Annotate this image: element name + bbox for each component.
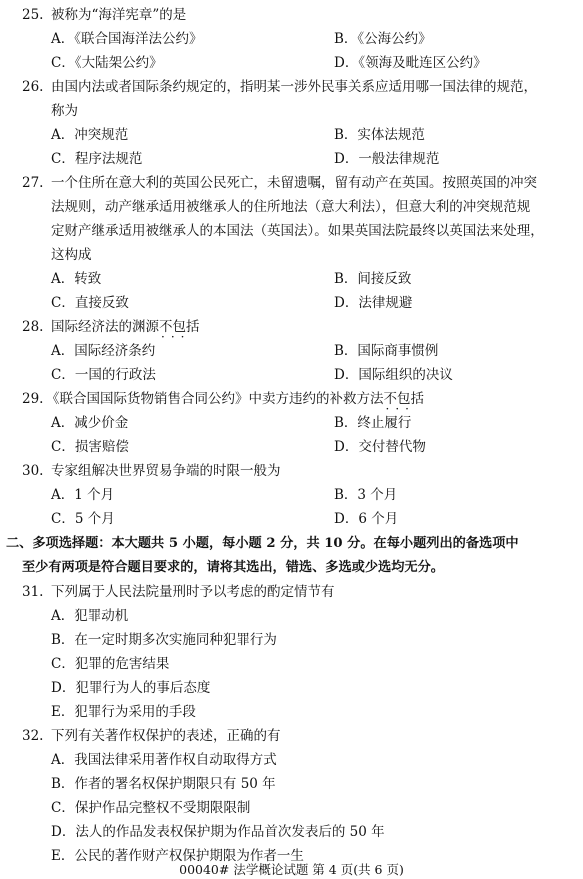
question-stem: 称为 bbox=[51, 103, 78, 119]
section-heading: 二、多项选择题：本大题共 5 小题，每小题 2 分，共 10 分。在每小题列出的备选项中 bbox=[6, 536, 519, 551]
option-b: B．终止履行 bbox=[334, 415, 412, 431]
option-b: B．在一定时期多次实施同种犯罪行为 bbox=[51, 632, 277, 648]
option-d: D．法人的作品发表权保护期为作品首次发表后的 50 年 bbox=[51, 824, 385, 840]
option-b: B．实体法规范 bbox=[334, 127, 425, 143]
question-number: 27. bbox=[22, 175, 44, 191]
option-b: B．3 个月 bbox=[334, 487, 398, 503]
question-stem: 法规则，动产继承适用被继承人的住所地法（意大利法），但意大利的冲突规范规 bbox=[51, 199, 531, 215]
option-a: A．转致 bbox=[51, 271, 102, 287]
emphasis-text: 不包括 · · · bbox=[159, 319, 200, 335]
stem-text: 国际经济法的渊源 bbox=[51, 319, 159, 335]
question-stem: 这构成 bbox=[51, 247, 92, 263]
option-d: D．国际组织的决议 bbox=[334, 367, 453, 383]
option-d: D．法律规避 bbox=[334, 295, 413, 311]
question-number: 26. bbox=[22, 79, 44, 95]
option-e: E．犯罪行为采用的手段 bbox=[51, 704, 196, 720]
option-b: B．国际商事惯例 bbox=[334, 343, 439, 359]
question-stem: 下列属于人民法院量刑时予以考虑的酌定情节有 bbox=[51, 584, 335, 600]
option-c: C．直接反致 bbox=[51, 295, 129, 311]
option-a: A．犯罪动机 bbox=[51, 608, 129, 624]
question-stem: 被称为“海洋宪章”的是 bbox=[51, 7, 187, 23]
question-stem: 下列有关著作权保护的表述，正确的有 bbox=[51, 728, 281, 744]
option-a: A．冲突规范 bbox=[51, 127, 129, 143]
option-c: C．5 个月 bbox=[51, 511, 115, 527]
option-c: C．《大陆架公约》 bbox=[51, 55, 163, 71]
question-stem: 专家组解决世界贸易争端的时限一般为 bbox=[51, 463, 281, 479]
question-stem: 一个住所在意大利的英国公民死亡，未留遗嘱，留有动产在英国。按照英国的冲突 bbox=[51, 175, 537, 191]
stem-text: 《联合国国际货物销售合同公约》中卖方违约的补救方法 bbox=[46, 391, 384, 407]
question-stem bbox=[46, 390, 424, 408]
option-c: C．程序法规范 bbox=[51, 151, 143, 167]
option-a: A．1 个月 bbox=[51, 487, 115, 503]
question-stem bbox=[51, 318, 200, 336]
question-number: 25. bbox=[22, 7, 44, 23]
question-number: 30. bbox=[22, 463, 44, 479]
emphasis-text: 不包括 · · · bbox=[384, 391, 425, 407]
question-stem: 由国内法或者国际条约规定的，指明某一涉外民事关系应适用哪一国法律的规范， bbox=[51, 79, 537, 95]
option-a: A．国际经济条约 bbox=[51, 343, 156, 359]
option-a: A．《联合国海洋法公约》 bbox=[51, 31, 203, 47]
option-c: C．损害赔偿 bbox=[51, 439, 129, 455]
question-number: 32. bbox=[22, 728, 44, 744]
question-number: 29. bbox=[22, 391, 44, 407]
question-stem: 定财产继承适用被继承人的本国法（英国法）。如果英国法院最终以英国法来处理， bbox=[51, 223, 544, 239]
page-footer: 00040# 法学概论试题 第 4 页(共 6 页) bbox=[179, 862, 404, 877]
option-a: A．减少价金 bbox=[51, 415, 129, 431]
option-e: E．公民的著作财产权保护期限为作者一生 bbox=[51, 848, 304, 864]
option-c: C．犯罪的危害结果 bbox=[51, 656, 170, 672]
question-number: 28. bbox=[22, 319, 44, 335]
question-number: 31. bbox=[22, 584, 44, 600]
option-b: B．间接反致 bbox=[334, 271, 412, 287]
option-d: D．《领海及毗连区公约》 bbox=[334, 55, 487, 71]
section-instructions: 至少有两项是符合题目要求的，请将其选出，错选、多选或少选均无分。 bbox=[22, 560, 444, 575]
option-b: B．《公海公约》 bbox=[334, 31, 432, 47]
option-d: D．一般法律规范 bbox=[334, 151, 440, 167]
option-c: C．保护作品完整权不受期限限制 bbox=[51, 800, 251, 816]
option-d: D．6 个月 bbox=[334, 511, 399, 527]
option-a: A．我国法律采用著作权自动取得方式 bbox=[51, 752, 277, 768]
option-d: D．交付替代物 bbox=[334, 439, 426, 455]
option-c: C．一国的行政法 bbox=[51, 367, 156, 383]
option-b: B．作者的署名权保护期限只有 50 年 bbox=[51, 776, 276, 792]
option-d: D．犯罪行为人的事后态度 bbox=[51, 680, 211, 696]
